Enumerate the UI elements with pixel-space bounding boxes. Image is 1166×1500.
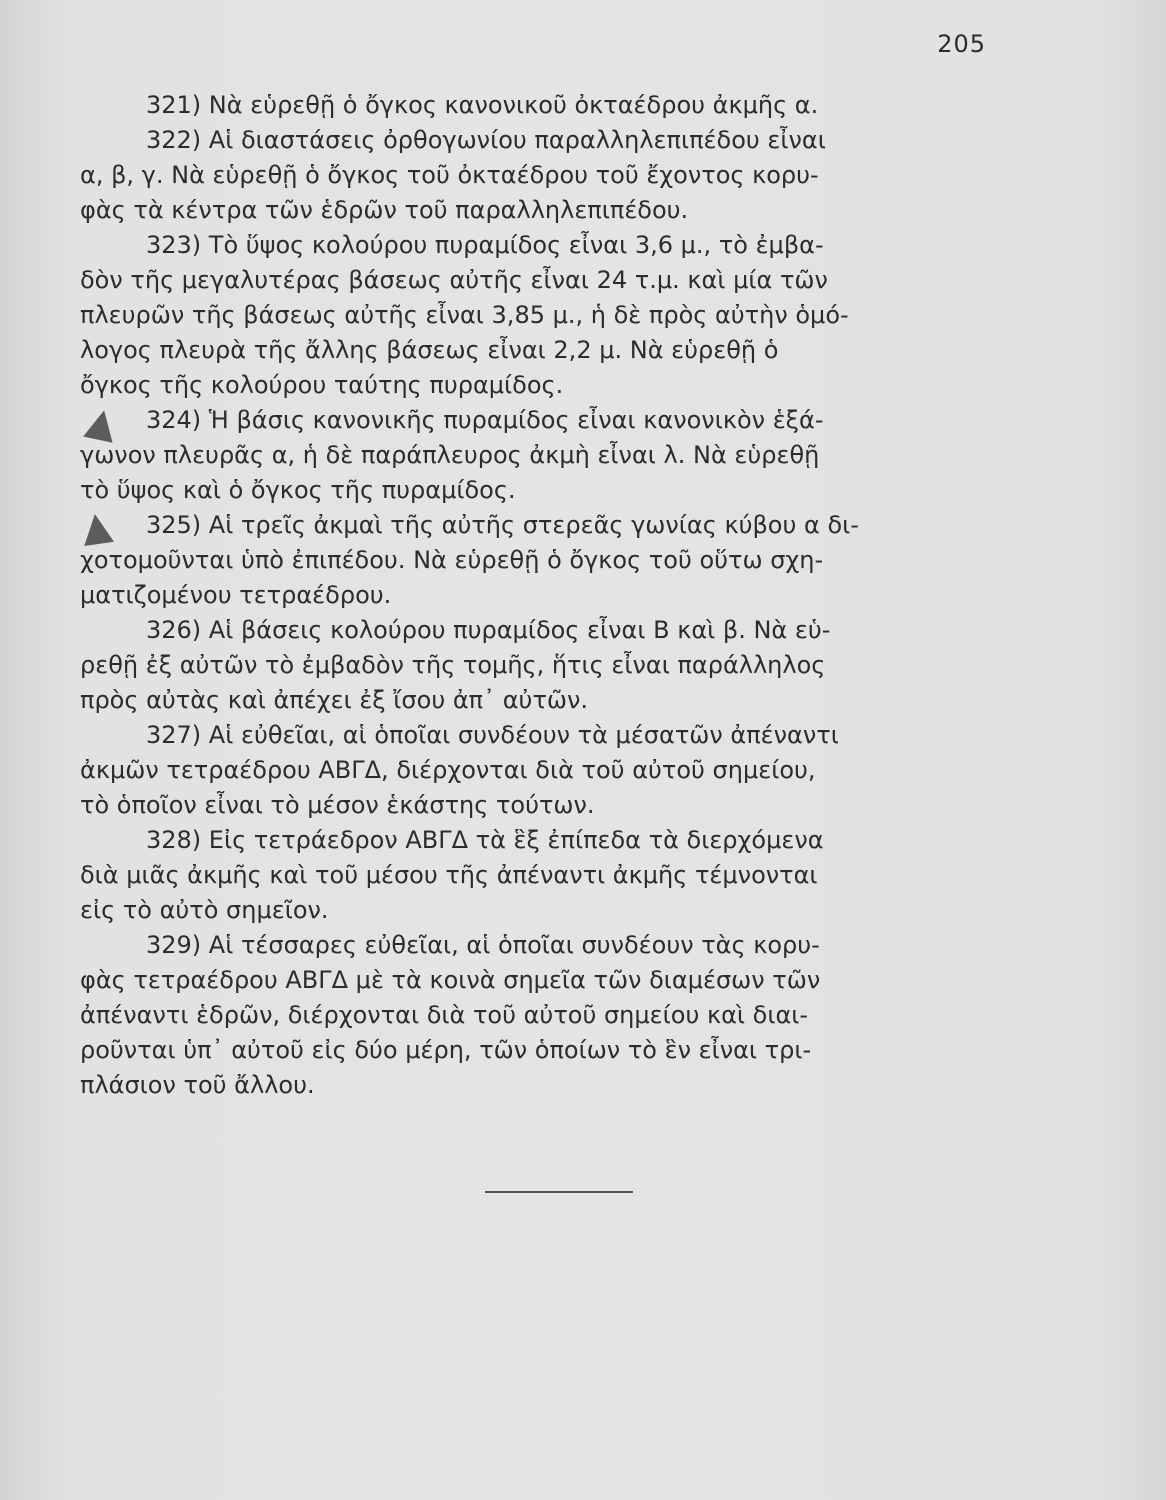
text-line: πλάσιον τοῦ ἄλλου.	[80, 1071, 315, 1099]
text-line: α, β, γ. Νὰ εὑρεθῇ ὁ ὄγκος τοῦ ὀκταέδρου τοῦ ἔχοντος κορυ-	[80, 161, 819, 189]
text-line: πλευρῶν τῆς βάσεως αὐτῆς εἶναι 3,85 μ., ἡ δὲ πρὸς αὐτὴν ὁμό-	[80, 301, 849, 329]
text-line: 324) Ἡ βάσις κανονικῆς πυραμίδος εἶναι κανονικὸν ἑξά-	[146, 406, 824, 434]
text-line: τὸ ὁποῖον εἶναι τὸ μέσον ἑκάστης τούτων.	[80, 791, 595, 819]
text-line: φὰς τὰ κέντρα τῶν ἑδρῶν τοῦ παραλληλεπιπέδου.	[80, 196, 689, 224]
text-line: ρεθῇ ἐξ αὐτῶν τὸ ἐμβαδὸν τῆς τομῆς, ἥτις εἶναι παράλληλος	[80, 651, 826, 679]
text-line: 328) Εἰς τετράεδρον ΑΒΓΔ τὰ ἓξ ἐπίπεδα τὰ διερχόμενα	[146, 826, 824, 854]
page-number: 205	[937, 30, 986, 58]
text-line: γωνον πλευρᾶς α, ἡ δὲ παράπλευρος ἀκμὴ εἶναι λ. Νὰ εὑρεθῇ	[80, 441, 820, 469]
text-line: 321) Νὰ εὑρεθῇ ὁ ὄγκος κανονικοῦ ὀκταέδρου ἀκμῆς α.	[146, 91, 819, 119]
text-line: ματιζομένου τετραέδρου.	[80, 581, 392, 609]
text-line: φὰς τετραέδρου ΑΒΓΔ μὲ τὰ κοινὰ σημεῖα τῶν διαμέσων τῶν	[80, 966, 821, 994]
text-line: ροῦνται ὑπ᾽ αὐτοῦ εἰς δύο μέρη, τῶν ὁποίων τὸ ἓν εἶναι τρι-	[80, 1036, 812, 1064]
text-line: χοτομοῦνται ὑπὸ ἐπιπέδου. Νὰ εὑρεθῇ ὁ ὄγκος τοῦ οὕτω σχη-	[80, 546, 824, 574]
text-line: διὰ μιᾶς ἀκμῆς καὶ τοῦ μέσου τῆς ἀπέναντι ἀκμῆς τέμνονται	[80, 861, 818, 889]
text-line: 326) Αἱ βάσεις κολούρου πυραμίδος εἶναι Β καὶ β. Νὰ εὑ-	[146, 616, 831, 644]
exercise-text	[80, 88, 1000, 1103]
text-line: λογος πλευρὰ τῆς ἄλλης βάσεως εἶναι 2,2 μ. Νὰ εὑρεθῇ ὁ	[80, 336, 779, 364]
text-line: 327) Αἱ εὐθεῖαι, αἱ ὁποῖαι συνδέουν τὰ μέσατῶν ἀπέναντι	[146, 721, 839, 749]
text-line: τὸ ὕψος καὶ ὁ ὄγκος τῆς πυραμίδος.	[80, 476, 516, 504]
text-line: εἰς τὸ αὐτὸ σημεῖον.	[80, 896, 329, 924]
text-line: 323) Τὸ ὕψος κολούρου πυραμίδος εἶναι 3,6 μ., τὸ ἐμβα-	[146, 231, 824, 259]
text-line: 329) Αἱ τέσσαρες εὐθεῖαι, αἱ ὁποῖαι συνδέουν τὰς κορυ-	[146, 931, 820, 959]
text-line: 322) Αἱ διαστάσεις ὀρθογωνίου παραλληλεπιπέδου εἶναι	[146, 126, 826, 154]
section-divider	[485, 1191, 633, 1193]
text-line: πρὸς αὐτὰς καὶ ἀπέχει ἐξ ἴσου ἀπ᾽ αὐτῶν.	[80, 686, 589, 714]
text-line: ἀκμῶν τετραέδρου ΑΒΓΔ, διέρχονται διὰ τοῦ αὐτοῦ σημείου,	[80, 756, 816, 784]
text-line: ἀπέναντι ἑδρῶν, διέρχονται διὰ τοῦ αὐτοῦ σημείου καὶ διαι-	[80, 1001, 809, 1029]
text-line: δὸν τῆς μεγαλυτέρας βάσεως αὐτῆς εἶναι 24 τ.μ. καὶ μία τῶν	[80, 266, 828, 294]
text-line: ὄγκος τῆς κολούρου ταύτης πυραμίδος.	[80, 371, 564, 399]
text-line: 325) Αἱ τρεῖς ἀκμαὶ τῆς αὐτῆς στερεᾶς γωνίας κύβου α δι-	[146, 511, 859, 539]
